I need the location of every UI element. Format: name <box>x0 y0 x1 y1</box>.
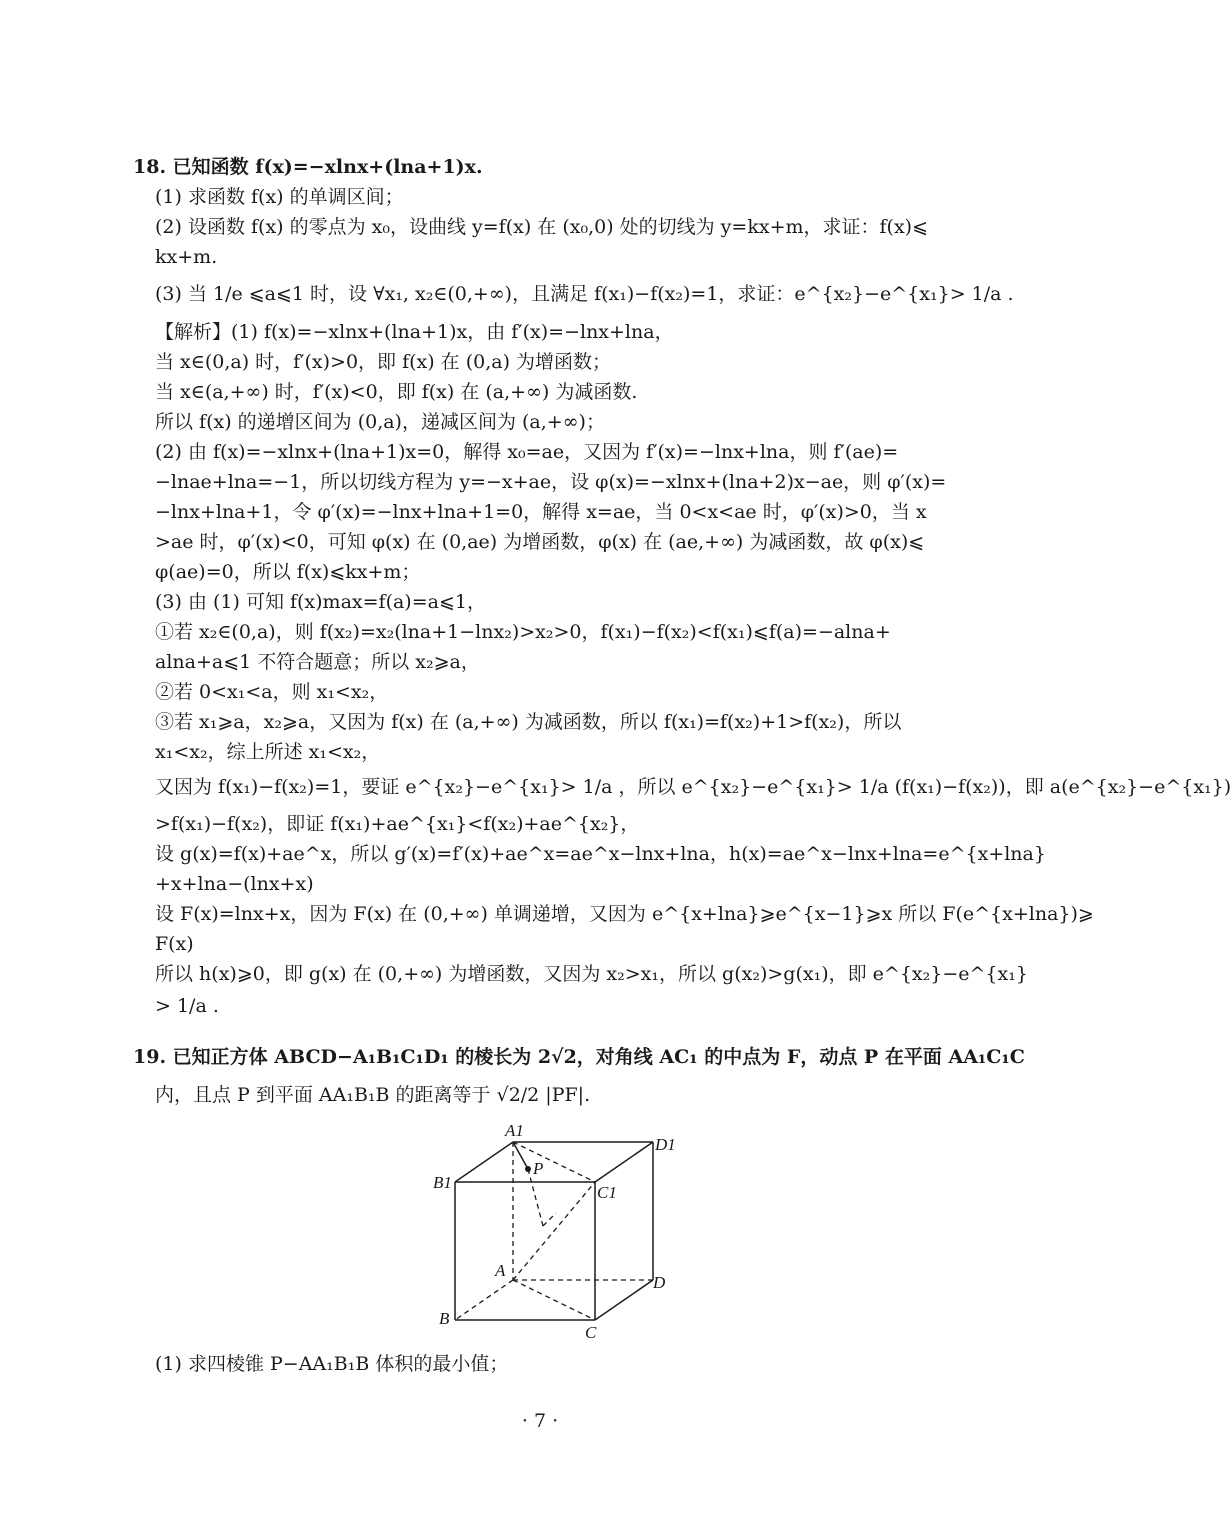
label-a: A <box>495 1261 506 1280</box>
solution-line: F(x) <box>155 933 194 955</box>
solution-line: 设 g(x)=f(x)+ae^x，所以 g′(x)=f′(x)+ae^x=ae^x−lnx+lna，h(x)=ae^x−lnx+lna=e^{x+lna} <box>155 843 1046 865</box>
problem-18-part-3: (3) 当 1/e ⩽a⩽1 时，设 ∀x₁, x₂∈(0,+∞)，且满足 f(x₁)−f(x₂)=1，求证：e^{x₂}−e^{x₁}> 1/a . <box>155 283 1014 305</box>
solution-line: 【解析】(1) f(x)=−xlnx+(lna+1)x，由 f′(x)=−lnx+lna， <box>155 321 674 343</box>
label-b1: B1 <box>433 1173 452 1192</box>
solution-line: (3) 由 (1) 可知 f(x)max=f(a)=a⩽1， <box>155 591 486 613</box>
problem-18-part-2-cont: kx+m. <box>155 246 218 268</box>
solution-line: 设 F(x)=lnx+x，因为 F(x) 在 (0,+∞) 单调递增，又因为 e^{x+lna}⩾e^{x−1}⩾x 所以 F(e^{x+lna})⩾ <box>155 903 1094 925</box>
problem-19-stem-cont: 内，且点 P 到平面 AA₁B₁B 的距离等于 √2/2 |PF|. <box>155 1084 591 1106</box>
solution-line: > 1/a . <box>155 995 219 1017</box>
edge-c-d <box>595 1280 653 1320</box>
segment-a1-p <box>513 1142 528 1169</box>
hidden-diagonal-a1-c1 <box>513 1142 595 1182</box>
cube-figure <box>425 1120 685 1345</box>
point-p <box>525 1166 531 1172</box>
label-b: B <box>439 1309 450 1328</box>
solution-line: 所以 f(x) 的递增区间为 (0,a)，递减区间为 (a,+∞)； <box>155 411 605 433</box>
page-number: · 7 · <box>521 1410 559 1432</box>
solution-line: 又因为 f(x₁)−f(x₂)=1，要证 e^{x₂}−e^{x₁}> 1/a ，所以 e^{x₂}−e^{x₁}> 1/a (f(x₁)−f(x₂))，即 a(e^{x₂}−e^{x₁}) <box>155 776 1231 798</box>
solution-line: >ae 时，φ′(x)<0，可知 φ(x) 在 (0,ae) 为增函数，φ(x) 在 (ae,+∞) 为减函数，故 φ(x)⩽ <box>155 531 925 553</box>
solution-line: φ(ae)=0，所以 f(x)⩽kx+m； <box>155 561 421 583</box>
solution-line: (2) 由 f(x)=−xlnx+(lna+1)x=0，解得 x₀=ae，又因为 f′(x)=−lnx+lna，则 f′(ae)= <box>155 441 899 463</box>
edge-d1-c1 <box>595 1142 653 1182</box>
solution-line: >f(x₁)−f(x₂)，即证 f(x₁)+ae^{x₁}<f(x₂)+ae^{x₂}， <box>155 813 640 835</box>
solution-line: 所以 h(x)⩾0，即 g(x) 在 (0,+∞) 为增函数，又因为 x₂>x₁，所以 g(x₂)>g(x₁)，即 e^{x₂}−e^{x₁} <box>155 963 1028 985</box>
solution-line: +x+lna−(lnx+x) <box>155 873 314 895</box>
edge-b1-a1 <box>455 1142 513 1182</box>
solution-line: ③若 x₁⩾a，x₂⩾a，又因为 f(x) 在 (a,+∞) 为减函数，所以 f(x₁)=f(x₂)+1>f(x₂)，所以 <box>155 711 902 733</box>
problem-19-stem: 19. 已知正方体 ABCD−A₁B₁C₁D₁ 的棱长为 2√2，对角线 AC₁ 的中点为 F，动点 P 在平面 AA₁C₁C <box>133 1046 1025 1068</box>
problem-18-part-2: (2) 设函数 f(x) 的零点为 x₀，设曲线 y=f(x) 在 (x₀,0) 处的切线为 y=kx+m，求证：f(x)⩽ <box>155 216 928 238</box>
problem-18-part-1: (1) 求函数 f(x) 的单调区间； <box>155 186 404 208</box>
solution-line: 当 x∈(a,+∞) 时，f′(x)<0，即 f(x) 在 (a,+∞) 为减函数. <box>155 381 638 403</box>
solution-line: x₁<x₂，综上所述 x₁<x₂， <box>155 741 381 763</box>
solution-line: −lnae+lna=−1，所以切线方程为 y=−x+ae，设 φ(x)=−xlnx+(lna+2)x−ae，则 φ′(x)= <box>155 471 947 493</box>
solution-line: ①若 x₂∈(0,a)，则 f(x₂)=x₂(lna+1−lnx₂)>x₂>0，f(x₁)−f(x₂)<f(x₁)⩽f(a)=−alna+ <box>155 621 891 643</box>
hidden-edge-a-b <box>455 1280 513 1320</box>
solution-line: −lnx+lna+1，令 φ′(x)=−lnx+lna+1=0，解得 x=ae，当 0<x<ae 时，φ′(x)>0，当 x <box>155 501 927 523</box>
label-d1: D1 <box>655 1135 676 1154</box>
label-c: C <box>585 1323 597 1342</box>
solution-line: 当 x∈(0,a) 时，f′(x)>0，即 f(x) 在 (0,a) 为增函数； <box>155 351 612 373</box>
label-c1: C1 <box>597 1183 617 1202</box>
segment-foot-f <box>543 1213 556 1226</box>
hidden-diagonal-a-c <box>513 1280 595 1320</box>
solution-line: ②若 0<x₁<a，则 x₁<x₂， <box>155 681 389 703</box>
solution-line: alna+a⩽1 不符合题意；所以 x₂⩾a， <box>155 651 480 673</box>
label-d: D <box>653 1273 666 1292</box>
label-a1: A1 <box>505 1121 524 1140</box>
problem-18-stem: 18. 已知函数 f(x)=−xlnx+(lna+1)x. <box>133 156 483 178</box>
hidden-diagonal-a-c1 <box>513 1182 595 1280</box>
label-p: P <box>533 1159 544 1178</box>
problem-19-part-1: (1) 求四棱锥 P−AA₁B₁B 体积的最小值； <box>155 1353 509 1375</box>
